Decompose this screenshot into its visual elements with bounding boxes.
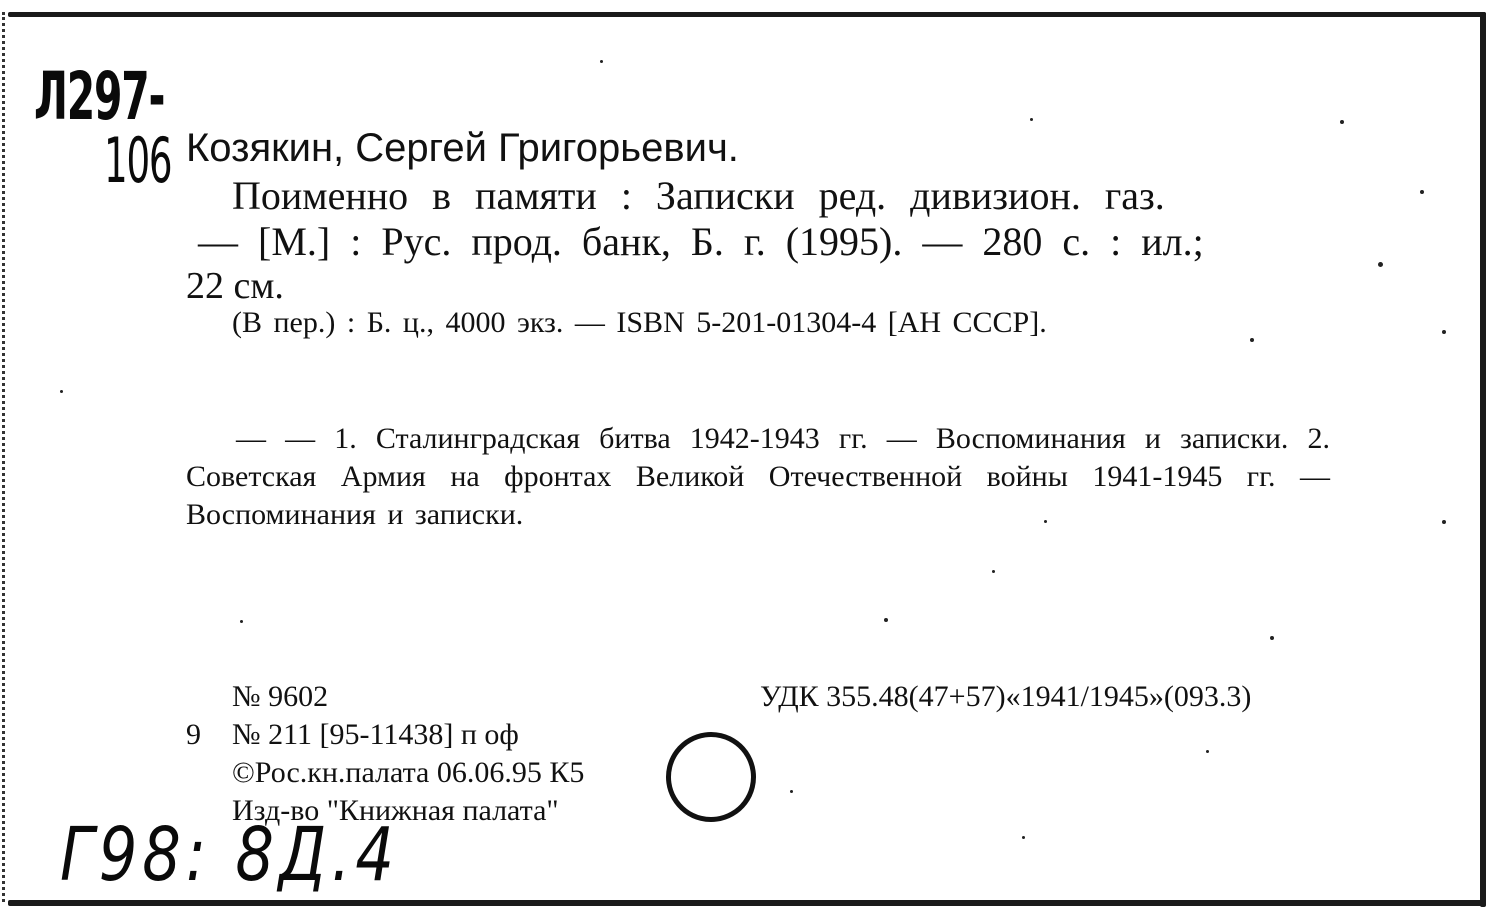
publication-info: — [М.] : Рус. прод. банк, Б. г. (1995). — 280 с. : ил.;: [198, 219, 1204, 264]
ink-speck: [1442, 520, 1446, 524]
card-border-left: [2, 12, 5, 902]
copyright-line: ©Рос.кн.палата 06.06.95 К5: [232, 756, 585, 789]
card-border-right: [1480, 12, 1486, 907]
card-border-top: [8, 12, 1486, 17]
ink-speck: [1420, 190, 1424, 194]
handwritten-shelfmark-line2: 106: [104, 124, 172, 197]
binding-isbn-info: (В пер.) : Б. ц., 4000 экз. — ISBN 5-201-01304-4 [АН СССР].: [232, 306, 1047, 339]
handwritten-classification: Г98: 8Д.4: [60, 812, 399, 898]
ink-speck: [60, 390, 63, 393]
record-number: № 211 [95-11438] п оф: [232, 718, 519, 751]
publisher-line: Изд-во "Книжная палата": [232, 794, 559, 827]
ink-speck: [1442, 330, 1446, 334]
ink-speck: [1270, 636, 1274, 640]
card-number: № 9602: [232, 680, 329, 713]
size-info: 22 см.: [186, 265, 284, 307]
card-border-bottom: [8, 900, 1486, 906]
ink-speck: [1044, 520, 1047, 523]
ink-speck: [1250, 338, 1254, 342]
ink-speck: [884, 618, 888, 622]
ink-speck: [1340, 120, 1344, 124]
ink-speck: [1022, 836, 1025, 839]
card-number-prefix: 9: [186, 718, 201, 751]
ink-speck: [600, 60, 603, 63]
ink-speck: [1378, 262, 1383, 267]
udk-code: УДК 355.48(47+57)«1941/1945»(093.3): [760, 680, 1252, 713]
author-heading: Козякин, Сергей Григорьевич.: [186, 126, 739, 170]
subject-headings: — — 1. Сталинградская битва 1942-1943 гг. — Воспоминания и записки. 2. Советская Армия на фронтах Великой Отечественной войны 1941-1945 гг. — Воспоминания и записки.: [186, 422, 1330, 531]
ink-speck: [240, 620, 243, 623]
circle-stamp: [660, 726, 762, 828]
handwritten-shelfmark-line1: Л297-: [34, 58, 165, 135]
ink-speck: [790, 790, 793, 793]
ink-speck: [1030, 118, 1033, 121]
ink-speck: [1206, 750, 1209, 753]
book-title: Поименно в памяти : Записки ред. дивизион. газ.: [232, 173, 1165, 218]
ink-speck: [992, 570, 995, 573]
